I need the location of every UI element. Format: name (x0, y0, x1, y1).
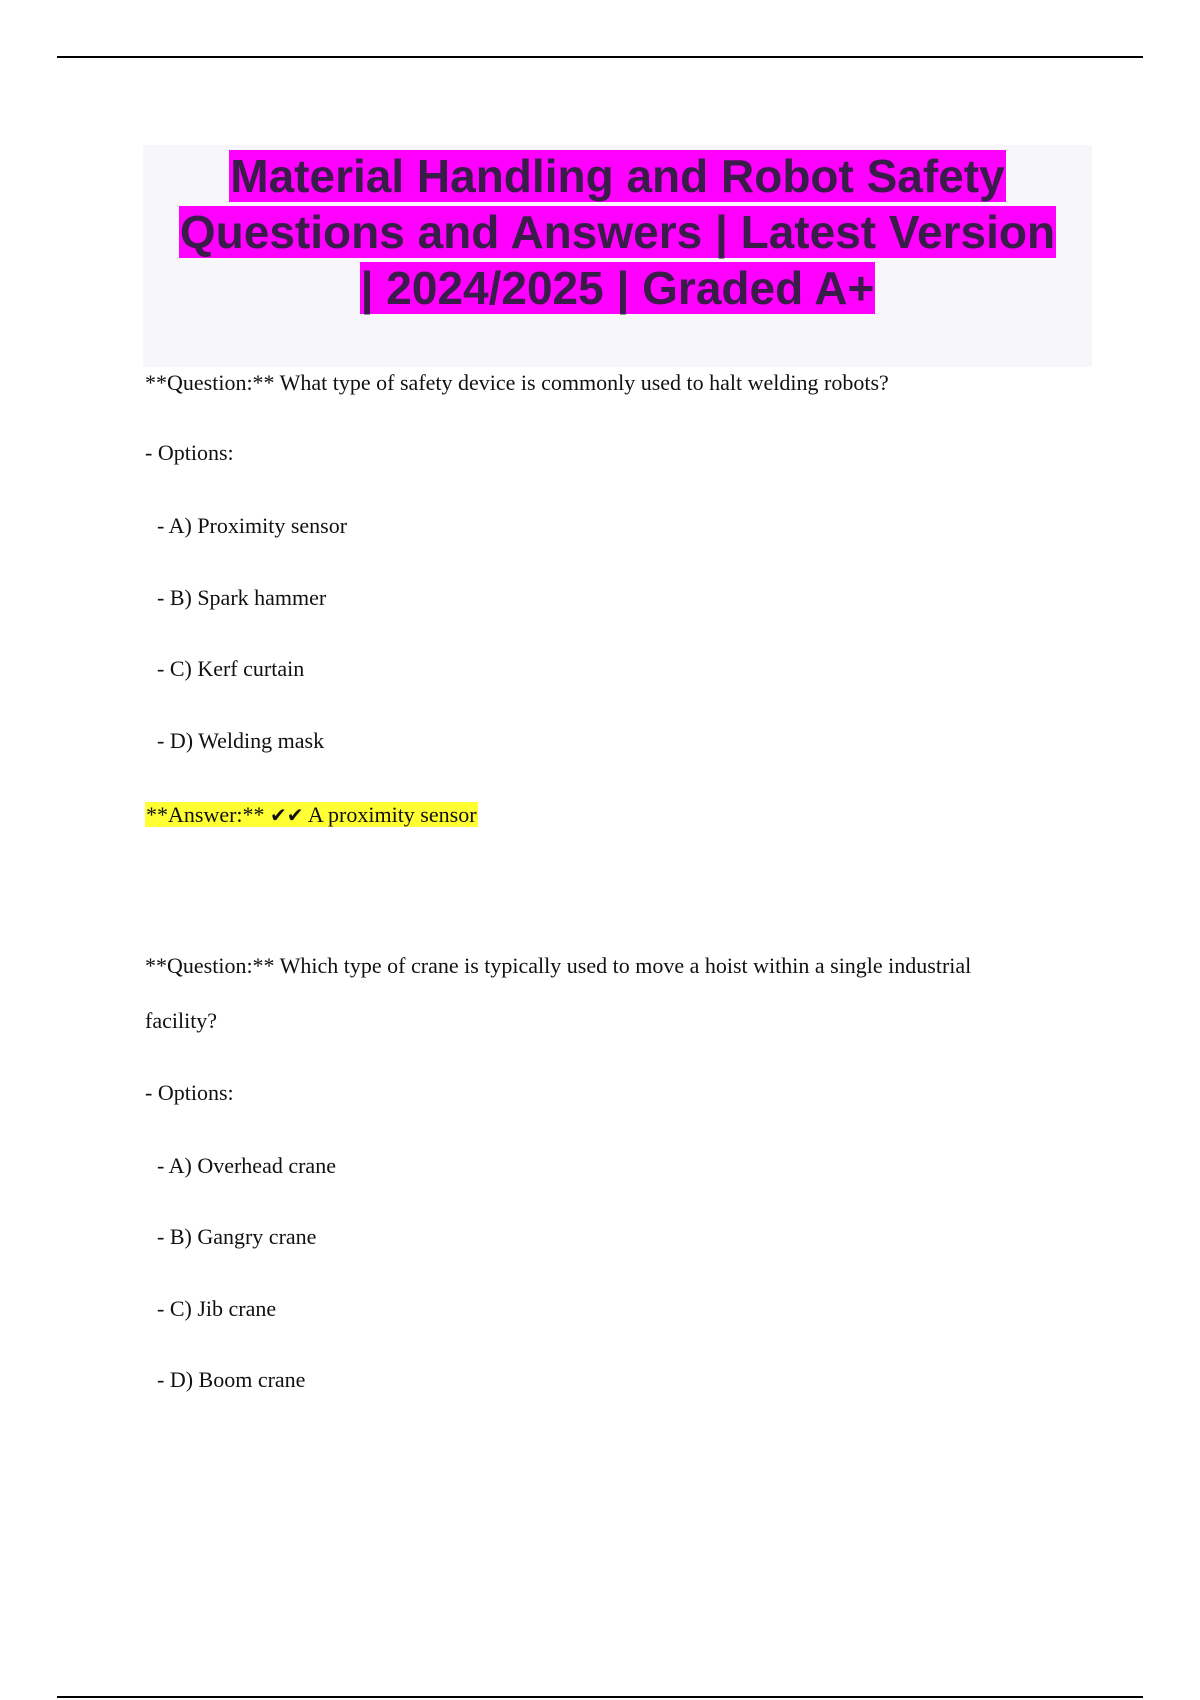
answer-prefix: **Answer:** (146, 802, 265, 827)
title-line-2: Questions and Answers | Latest Version (179, 206, 1056, 258)
question-2-option-c: - C) Jib crane (157, 1296, 277, 1321)
question-2-option-d: - D) Boom crane (157, 1367, 306, 1392)
title-line-3: | 2024/2025 | Graded A+ (360, 262, 875, 314)
header-rule (57, 56, 1143, 58)
question-1-option-d: - D) Welding mask (157, 728, 325, 753)
footer-rule (57, 1696, 1143, 1698)
question-2-text-line-1: **Question:** Which type of crane is typically used to move a hoist within a single industrial (145, 953, 972, 978)
answer-highlight (145, 802, 478, 827)
question-1-option-c: - C) Kerf curtain (157, 656, 305, 681)
question-1-option-a: - A) Proximity sensor (157, 513, 348, 538)
double-check-icon: ✔✔ (270, 803, 304, 827)
title-block (143, 145, 1092, 367)
title-line-1: Material Handling and Robot Safety (230, 150, 1005, 202)
question-2-options-label: - Options: (145, 1080, 234, 1105)
question-2-text-line-2: facility? (145, 1008, 218, 1033)
question-1-answer (145, 801, 478, 829)
question-1-options-label: - Options: (145, 440, 234, 465)
document-title (143, 148, 1092, 316)
question-1-option-b: - B) Spark hammer (157, 585, 327, 610)
question-2-option-a: - A) Overhead crane (157, 1153, 336, 1178)
answer-text: A proximity sensor (307, 802, 477, 827)
question-2-option-b: - B) Gangry crane (157, 1224, 317, 1249)
question-1-text: **Question:** What type of safety device is commonly used to halt welding robots? (145, 370, 889, 395)
